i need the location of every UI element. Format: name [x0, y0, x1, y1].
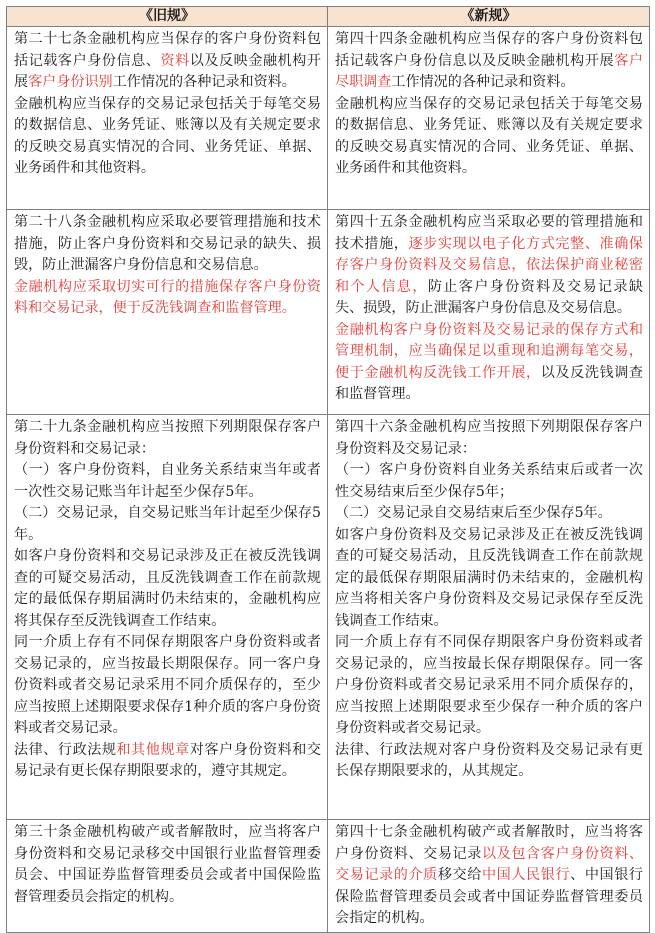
header-old: 《旧规》: [7, 7, 328, 27]
highlighted-text: 中国人民银行: [481, 867, 571, 883]
clause-paragraph: [335, 29, 643, 94]
clause-text: 以及反洗钱调查和监督管理。: [335, 364, 643, 402]
clause-text: （一）客户身份资料自业务关系结束后或者一次性交易结束后至少保存5年；: [335, 462, 643, 500]
clause-paragraph: [335, 94, 643, 180]
table-row: [7, 27, 650, 210]
table-row: [7, 210, 650, 415]
header-row: [7, 7, 650, 27]
table-row: [7, 415, 650, 820]
clause-text: 第四十七条金融机构破产或者解散时，应当将客户身份资料、交易记录: [335, 824, 643, 862]
clause-text: 金融机构应当保存的交易记录包括关于每笔交易的数据信息、业务凭证、账簿以及有关规定要求的反映交易真实情况的合同、业务凭证、单据、业务函件和其他资料。: [335, 95, 643, 176]
old-cell: [7, 415, 328, 820]
new-cell: [328, 210, 650, 415]
new-cell: [328, 27, 650, 210]
clause-text: （一）客户身份资料，自业务关系结束当年或者一次性交易记账当年计起至少保存5年。: [14, 462, 321, 500]
clause-text: 第二十八条金融机构应采取必要管理措施和技术措施，防止客户身份资料和交易记录的缺失、损毁，防止泄漏客户身份信息和交易信息。: [14, 214, 321, 273]
old-cell: [7, 820, 328, 933]
clause-text: 第四十五条金融机构应当采取必要的管理措施和技术措施，: [335, 214, 643, 252]
clause-paragraph: [335, 460, 643, 503]
clause-paragraph: [14, 212, 321, 277]
clause-paragraph: [335, 320, 643, 406]
clause-text: 对客户身份资料和交易记录有更长保存期限要求的，遵守其规定。: [14, 741, 322, 779]
highlighted-text: 资料: [160, 52, 190, 69]
new-cell: [328, 415, 650, 820]
clause-text: 同一介质上存有不同保存期限客户身份资料或者交易记录的，应当按最长保存期限保存。同一客户身份资料或者交易记录采用不同介质保存的，应当按照上述期限要求至少保存一种介质的客户身份资料或者交易记录。: [335, 634, 643, 736]
clause-text: 法律、行政法规对客户身份资料及交易记录有更长保存期限要求的，从其规定。: [335, 741, 643, 779]
clause-text: 工作情况的各种记录和资料。: [391, 74, 575, 90]
clause-text: 同一介质上存有不同保存期限客户身份资料或者交易记录的，应当按最长期限保存。同一客户身份资料或者交易记录采用不同介质保存的，至少应当按照上述期限要求保存1种介质的客户身份资料或者交易记录。: [14, 634, 321, 736]
clause-text: 第四十四条金融机构应当保存的客户身份资料包括记载客户身份信息以及反映金融机构开展: [335, 31, 643, 69]
header-new: 《新规》: [328, 7, 650, 27]
clause-text: 第二十七条金融机构应当保存的客户身份资料包括记载客户身份信息、: [14, 31, 321, 69]
clause-text: 第二十九条金融机构应当按照下列期限保存客户身份资料和交易记录：: [14, 419, 321, 457]
clause-text: 工作情况的各种记录和资料。: [112, 74, 296, 90]
clause-text: 、中国银行保险监督管理委员会或者中国证券监督管理委员会指定的机构。: [335, 867, 644, 926]
clause-text: 如客户身份资料及交易记录涉及正在被反洗钱调查的可疑交易活动，且反洗钱调查工作在前款规定的最低保存期限届满时仍未结束的，金融机构应当将相关客户身份资料及交易记录保存至反洗钱调查工作结束。: [335, 526, 643, 629]
clause-paragraph: [14, 417, 321, 460]
highlighted-text: 客户尽职调查: [335, 52, 644, 90]
clause-paragraph: [14, 29, 321, 94]
comparison-table: [6, 6, 650, 933]
highlighted-text: 金融机构应采取切实可行的措施保存客户身份资料和交易记录，便于反洗钱调查和监督管理。: [14, 278, 321, 316]
clause-paragraph: [335, 503, 643, 525]
new-cell: [328, 820, 650, 933]
clause-text: 防止客户身份资料及交易记录缺失、损毁，防止泄漏客户身份信息及交易信息。: [335, 278, 643, 316]
old-cell: [7, 27, 328, 210]
clause-paragraph: [14, 822, 321, 908]
old-cell: [7, 210, 328, 415]
clause-paragraph: [14, 740, 321, 783]
clause-paragraph: [14, 546, 321, 632]
clause-text: 移交给: [437, 867, 482, 883]
clause-paragraph: [335, 212, 643, 320]
clause-text: （二）交易记录，自交易记账当年计起至少保存5年。: [14, 505, 321, 543]
clause-paragraph: [335, 740, 643, 783]
highlighted-text: 金融机构客户身份资料及交易记录的保存方式和管理机制，应当确保足以重现和追溯每笔交易，便于金融机构反洗钱工作开展，: [335, 321, 643, 381]
clause-paragraph: [335, 822, 643, 930]
clause-text: 如客户身份资料和交易记录涉及正在被反洗钱调查的可疑交易活动，且反洗钱调查工作在前款规定的最低保存期届满时仍未结束的，金融机构应将其保存至反洗钱调查工作结束。: [14, 548, 321, 629]
table-row: [7, 820, 650, 933]
clause-text: 第四十六条金融机构应当按照下列期限保存客户身份资料及交易记录：: [335, 419, 643, 457]
clause-paragraph: [335, 417, 643, 460]
clause-paragraph: [335, 525, 643, 633]
highlighted-text: 和其他规章: [116, 741, 190, 758]
clause-paragraph: [14, 277, 321, 320]
clause-paragraph: [14, 503, 321, 546]
clause-text: 金融机构应当保存的交易记录包括关于每笔交易的数据信息、业务凭证、账簿以及有关规定要求的反映交易真实情况的合同、业务凭证、单据、业务函件和其他资料。: [14, 95, 321, 176]
clause-text: （二）交易记录自交易结束后至少保存5年。: [335, 505, 612, 521]
clause-text: 第三十条金融机构破产或者解散时，应当将客户身份资料和交易记录移交中国银行业监督管理委员会、中国证券监督管理委员会或者中国保险监督管理委员会指定的机构。: [14, 824, 321, 905]
clause-paragraph: [335, 632, 643, 740]
clause-text: 法律、行政法规: [14, 741, 117, 758]
clause-text: 以及反映金融机构开展: [14, 52, 322, 90]
highlighted-text: 客户身份识别: [28, 74, 113, 90]
clause-paragraph: [14, 94, 321, 180]
clause-paragraph: [14, 460, 321, 503]
clause-paragraph: [14, 632, 321, 740]
highlighted-text: 以及包含客户身份资料、交易记录的介质: [335, 845, 643, 883]
highlighted-text: 逐步实现以电子化方式完整、准确保存客户身份资料及交易信息，依法保护商业秘密和个人信息，: [335, 235, 644, 295]
